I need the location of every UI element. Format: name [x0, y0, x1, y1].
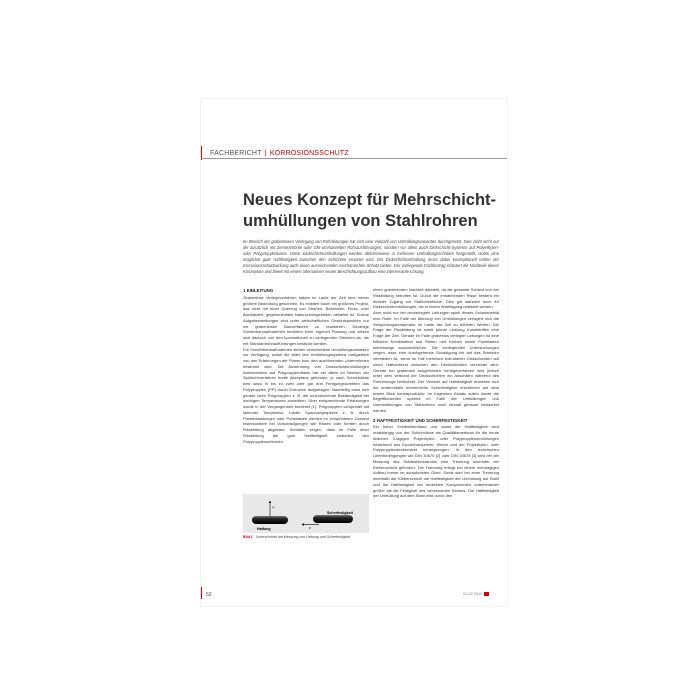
- force-label: F: [272, 506, 275, 510]
- publisher-logo-icon: [484, 592, 489, 596]
- title-line-1: Neues Konzept für Mehrschicht-: [243, 191, 497, 209]
- pipe-left: [252, 516, 288, 524]
- figure-illustration: [243, 494, 369, 533]
- page-number: 52: [206, 592, 212, 598]
- label-scherfestigkeit: Scherfestigkeit: [327, 511, 353, 515]
- arrow-head-up: [269, 501, 271, 504]
- paragraph: Aber nicht nur bei neuverlegten Leitungen spielt dieses Schadensbild eine Rolle. Im Falle der Alterung von Umhüllungen verlagert sich die Verspödungstemperatur im Laufe der Zeit zu höheren Werten. Die Frage der Rissbildung ist somit primär Leistung Kunststoffes eine Frage der Zeit. Gerade im Falle grabenlos verlegter Leitungen ist eine kritische Kombination aus Riefen und Kerben sowie Punktlasten keineswegs auszuschließen. Die vorliegenden Untersuchungen zeigen, dass eine durchgehende Schädigung bis auf das Stahlrohr vermieden ist, wenn im Fall mehrfach extrudierter Dickschichten auf einen Haftverbund zwischen den Deckschichten verzichtet wird. Gerade bei grabenlos ausgeführten Verlegeverfahren wird jedoch unter dem Verbund der Deckschichten ein Abschälen während des Rohreinzugs befürchtet. Der Versicht auf Haftfestigkeit erwiesen sich die anderenfalls erforderliche Scherfestigkeit erscheinen auf dem ersten Blick kontraproduktiv. Im folgenden Absatz sollen daher die Begrifflichkeiten speziell im Falle der Umhüllungen und Ummantelungen von Stahlrohren noch einmal genauer betrachtet werden.: [373, 310, 499, 413]
- figure-number: Bild 1: [243, 535, 253, 539]
- title-line-2: umhüllungen von Stahlrohren: [243, 212, 478, 230]
- category-separator: |: [264, 150, 267, 157]
- section-heading-1: 1 EINLEITUNG: [243, 288, 274, 293]
- issue-label: 01-02 2013: [463, 592, 483, 596]
- force-label: F: [309, 526, 312, 531]
- figure-caption: [243, 535, 369, 540]
- footer-issue: [463, 592, 489, 596]
- left-column: [243, 287, 369, 444]
- article-intro: Im Bereich der grabenlosen Verlegung von Rohrleitungen hat sich eine Vielzahl von Umhüllungsvarianten durchgesetzt. Dies zieht nicht nur die zusätzlich mit Zementmörtel oder GfK-ummantelten Rohrausführungen, sondern vor allem auch Dickschicht-Systeme auf Polyethylen- oder Polypropylenbasis. Diese Dickschichtumhüllungen werden üblicherweise in mehreren Umhüllungsschritten hergestellt, wobei eine möglichst gute Haftfestigkeit zwischen den Schichten erwartet wird. Die Dickschichtumhüllung muss dabei konzeptionell neben der Korrosionsschutzwirkung auch einen ausreichenden mechanischen Schutz bieten. Der vorliegende Fachbeitrag erläutert die Nachteile dieser Konzeption und bietet mit einem alternativen neuen Beschichtungsaufbau eine interessante Lösung.: [243, 239, 499, 274]
- figure-1: [243, 494, 369, 533]
- header-rule: [201, 158, 507, 159]
- section-heading-2: 2 HAFTFESTIGKEIT UND SCHERFESTIGKEIT: [373, 417, 468, 423]
- section-label: [210, 150, 349, 157]
- arrow-head-left: [302, 523, 305, 525]
- topic-label: KORROSIONSSCHUTZ: [269, 150, 349, 157]
- label-haftung: Haftung: [257, 527, 271, 531]
- category-label: FACHBERICHT: [210, 150, 262, 157]
- paragraph: Grabenlose Verlegeverfahren haben im Laufe der Zeit eine immer größere Bedeutung gewonnen. Es existiert kaum ein größeres Projekt, das nicht mit einer Querung von Straßen, Bahnlinien, Fluss- oder Bachläufen, gegebenenfalls Naturschutzgebieten behaftet ist. Solche Aufgabenstellungen sind unter wirtschaftlichen Gesichtspunkten nur mit grabenlosen Bauverfahren zu realisieren. Derartige Sonderbaumaßnahmen bedürfen einer eigenen Planung und setzen sich dadurch von den konventionell zu verlegenden Strecken ab, die mit Standardrohraufführungen bestückt werden.: [243, 294, 369, 346]
- pipe-right: [313, 515, 353, 523]
- paragraph: Für Sonderbaumaßnahmen stehen verschiedene Umhüllungsvarianten zur Verfügung, wobei die Wahl des Umhüllungssystems maßgeblich von den Erfahrungen der Planer bzw. den ausführenden Unternehmen bestimmt wird. Die Anwendung von Dickschichtumhüllungen insbesondere auf Polypropylenbasis hat ein allem im Bereich der Spülbohrverfahren breite Akzeptanz gefunden, je nach Schichtdicke wird dazu in bis zu zwei oder gar drei Fertigungsschritten das Polypropylen (PP) durch Extrusion aufgetragen. Nachteilig kann sich gerade beim Polypropylen z. B. die unzureichende Beständigkeit bei niedrigen Temperaturen auswirken. Über entsprechende Erfahrungen wurde in der Vergangenheit berichtet [1]. Polypropylen versprödet mit fallender Temperatur. Lokale Spannungsspitzen z. B. durch Punktbelastungen oder Punktlasten werden im versprödeten Zustand insbesondere bei Vorschädigungen wie Rissen oder Kerben durch Rissbildung abgebaut. Schäden zeigen, dass im Falle einer Rissbildung die gute Haftfestigkeit zwischen den Polypropylenschichten: [243, 346, 369, 444]
- figure-caption-text: Unterschiede bei Messung von Haftung und Scherfestigkeit: [255, 535, 351, 539]
- right-column: [373, 287, 499, 499]
- footer-accent-bar: [201, 587, 202, 599]
- article-title: [243, 190, 498, 232]
- paragraph: Ein hoher Schälwiderstand und damit die Haftfestigkeit wird unabhängig von der Schichtdicke als Qualitätsmerkmal für die heute üblichen 3-lagigen Polyethylen- oder Polypropylenumhüllungen bestehend aus Epoxidharzprimer, Kleber und der Polyethylen- oder Polypropylendeckschicht herangezogen. In den technischen Lieferbedingungen wie DIN 30670 [2] oder DIN 30678 [3] wird bei der Messung des Schälwiderstandes eine Trennung innerhalb der Kleberschicht gefordert. Die Trennung erfolgt bei einem mehrlagigen Aufbau immer im schwächsten Glied. Somit wird bei einer Trennung innerhalb der Kleberschicht die Haftfestigkeit der Umhüllung auf Stahl und die Haftfestigkeit der einzelnen Komponenten untereinander größer als die Festigkeit des verwendeten Klebers. Die Haftfestigkeit der Umhüllung auf dem Stahl wird durch den: [373, 424, 499, 499]
- paragraph: einen gravierenden Nachteil darstellt, da die gesamte Schicht von der Rissbildung betroffen ist. Durch die entstehenden Risse besteht ein direkter Zugang zur Stahloberfläche. Dies gilt natürlich auch für Dickschichtumhüllungen, die in einem Arbeitsgang realisiert werden.: [373, 287, 499, 310]
